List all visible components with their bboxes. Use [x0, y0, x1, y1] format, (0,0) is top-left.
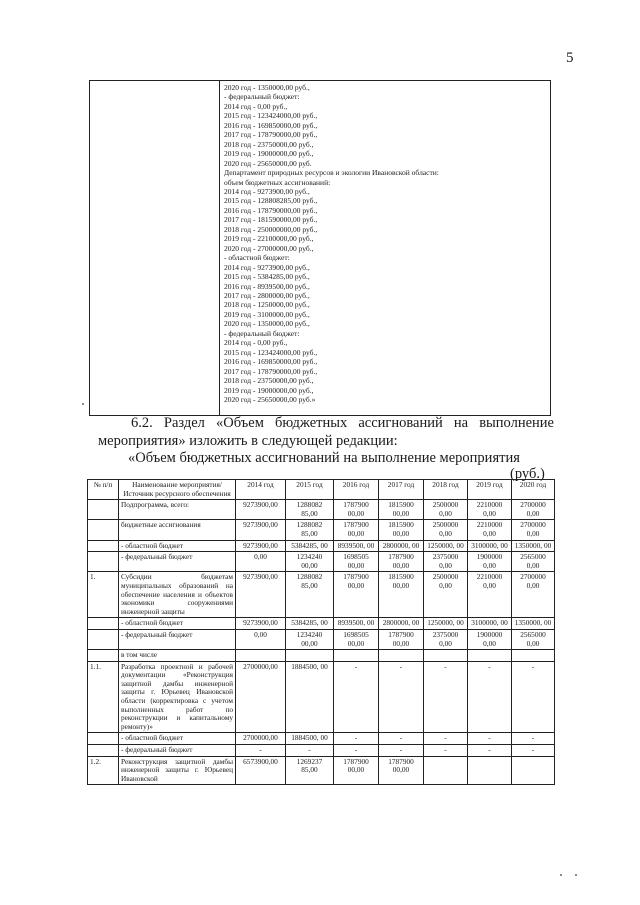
table-row — [88, 629, 555, 649]
row-name: - областной бюджет — [119, 540, 236, 552]
continuation-line: 2015 год - 5384285,00 руб., — [224, 272, 310, 282]
value-cell: 1787900 00,00 — [334, 500, 379, 520]
value-cell: 1234240 00,00 — [286, 629, 334, 649]
value-cell: 1815900 00,00 — [379, 572, 424, 618]
value-cell: - — [512, 733, 555, 745]
value-cell: - — [424, 745, 468, 757]
value-cell: 0,00 — [236, 552, 286, 572]
value-cell: 1350000, 00 — [512, 540, 555, 552]
value-cell: - — [512, 745, 555, 757]
continuation-cell — [224, 83, 544, 404]
table-row — [88, 756, 555, 785]
table-header-row — [88, 480, 555, 500]
value-cell: - — [379, 661, 424, 733]
value-cell — [379, 650, 424, 662]
value-cell: 1250000, 00 — [424, 540, 468, 552]
row-number: 1.1. — [88, 661, 119, 733]
value-cell: 2500000 0,00 — [424, 500, 468, 520]
row-number: 1.2. — [88, 756, 119, 785]
value-cell: 1698505 00,00 — [334, 552, 379, 572]
column-header: 2018 год — [424, 480, 468, 500]
value-cell: 9273900,00 — [236, 618, 286, 630]
value-cell: 1815900 00,00 — [379, 520, 424, 540]
row-number: 1. — [88, 572, 119, 618]
value-cell — [424, 650, 468, 662]
value-cell: 1350000, 00 — [512, 618, 555, 630]
row-name: Субсидии бюджетам муниципальных образований на обеспечение населения и объектов экономики сооружениями инженерной защиты — [119, 572, 236, 618]
scan-speck — [82, 403, 84, 405]
value-cell: 2700000,00 — [236, 733, 286, 745]
value-cell: 2565000 0,00 — [512, 552, 555, 572]
value-cell: 1288082 85,00 — [286, 500, 334, 520]
continuation-line: 2020 год - 25650000,00 руб. — [224, 158, 312, 168]
column-header: 2017 год — [379, 480, 424, 500]
value-cell: 1884500, 00 — [286, 661, 334, 733]
value-cell: 1787900 00,00 — [379, 552, 424, 572]
row-number — [88, 552, 119, 572]
value-cell: 6573900,00 — [236, 756, 286, 785]
value-cell: 2210000 0,00 — [468, 572, 512, 618]
continuation-line: 2020 год - 25650000,00 руб.» — [224, 394, 316, 404]
table-row — [88, 661, 555, 733]
value-cell: 2800000, 00 — [379, 618, 424, 630]
continuation-line: 2015 год - 128808285,00 руб., — [224, 196, 318, 206]
value-cell: - — [334, 745, 379, 757]
continuation-line: 2020 год - 27000000,00 руб., — [224, 243, 314, 253]
column-header: Наименование мероприятия/Источник ресурсного обеспечения — [119, 480, 236, 500]
value-cell: 2800000, 00 — [379, 540, 424, 552]
value-cell: - — [424, 733, 468, 745]
value-cell: 1884500, 00 — [286, 733, 334, 745]
row-number — [88, 520, 119, 540]
value-cell — [424, 756, 468, 785]
continuation-line: объем бюджетных ассигнований: — [224, 177, 331, 187]
value-cell: 1900000 0,00 — [468, 629, 512, 649]
value-cell: 1787900 00,00 — [334, 572, 379, 618]
continuation-line: 2015 год - 123424000,00 руб., — [224, 111, 318, 121]
scan-speck — [575, 874, 577, 876]
value-cell: 1234240 00,00 — [286, 552, 334, 572]
value-cell: - — [379, 745, 424, 757]
section-paragraph — [98, 414, 554, 450]
value-cell: - — [379, 733, 424, 745]
value-cell: - — [468, 733, 512, 745]
table-row — [88, 552, 555, 572]
section-line-1: 6.2. Раздел «Объем бюджетных ассигнований на выполнение — [131, 415, 554, 431]
table-row — [88, 572, 555, 618]
table-title: «Объем бюджетных ассигнований на выполнение мероприятия — [128, 450, 520, 466]
value-cell: 8939500, 00 — [334, 618, 379, 630]
value-cell: 3100000, 00 — [468, 540, 512, 552]
value-cell: - — [334, 733, 379, 745]
row-name: бюджетные ассигнования — [119, 520, 236, 540]
value-cell: 1787900 00,00 — [379, 629, 424, 649]
continuation-line: 2014 год - 9273900,00 руб., — [224, 186, 310, 196]
row-number — [88, 540, 119, 552]
column-header: 2019 год — [468, 480, 512, 500]
continuation-line: 2016 год - 178790000,00 руб., — [224, 205, 318, 215]
column-header: 2015 год — [286, 480, 334, 500]
continuation-line: 2019 год - 19000000,00 руб., — [224, 385, 314, 395]
table-row — [88, 618, 555, 630]
value-cell — [286, 650, 334, 662]
row-name: - федеральный бюджет — [119, 745, 236, 757]
value-cell: 2700000 0,00 — [512, 572, 555, 618]
column-divider — [219, 81, 220, 415]
unit-label: (руб.) — [510, 466, 545, 482]
value-cell: - — [236, 745, 286, 757]
row-number — [88, 629, 119, 649]
value-cell: - — [286, 745, 334, 757]
value-cell: 2700000 0,00 — [512, 500, 555, 520]
continuation-line: 2020 год - 1350000,00 руб., — [224, 319, 310, 329]
value-cell — [512, 650, 555, 662]
value-cell: 1250000, 00 — [424, 618, 468, 630]
value-cell: 1787900 00,00 — [334, 520, 379, 540]
continuation-line: 2015 год - 123424000,00 руб., — [224, 347, 318, 357]
value-cell: 9273900,00 — [236, 540, 286, 552]
continuation-line: 2019 год - 3100000,00 руб., — [224, 309, 310, 319]
page-number: 5 — [566, 50, 574, 66]
value-cell: 0,00 — [236, 629, 286, 649]
value-cell: 2210000 0,00 — [468, 520, 512, 540]
continuation-line: 2019 год - 19000000,00 руб., — [224, 149, 314, 159]
value-cell: - — [468, 745, 512, 757]
row-name: в том числе — [119, 650, 236, 662]
row-name: - областной бюджет — [119, 733, 236, 745]
row-name: Реконструкция защитной дамбы инженерной защиты г. Юрьевец Ивановской — [119, 756, 236, 785]
continuation-line: 2020 год - 1350000,00 руб., — [224, 83, 310, 92]
value-cell — [468, 756, 512, 785]
row-name: - федеральный бюджет — [119, 629, 236, 649]
column-header: № п/п — [88, 480, 119, 500]
row-name: Подпрограмма, всего: — [119, 500, 236, 520]
continuation-table — [89, 80, 551, 416]
value-cell — [236, 650, 286, 662]
scan-speck — [560, 874, 562, 876]
row-number — [88, 618, 119, 630]
value-cell: 1288082 85,00 — [286, 572, 334, 618]
value-cell: 1787900 00,00 — [334, 756, 379, 785]
value-cell: 2500000 0,00 — [424, 520, 468, 540]
continuation-line: 2019 год - 22100000,00 руб., — [224, 234, 314, 244]
row-name: - областной бюджет — [119, 618, 236, 630]
row-name: - федеральный бюджет — [119, 552, 236, 572]
continuation-line: 2018 год - 23750000,00 руб., — [224, 376, 314, 386]
column-header: 2016 год — [334, 480, 379, 500]
value-cell: - — [468, 661, 512, 733]
continuation-line: 2016 год - 8939500,00 руб., — [224, 281, 310, 291]
continuation-line: 2014 год - 9273900,00 руб., — [224, 262, 310, 272]
value-cell: 9273900,00 — [236, 500, 286, 520]
value-cell: 1288082 85,00 — [286, 520, 334, 540]
table-row — [88, 733, 555, 745]
column-header: 2020 год — [512, 480, 555, 500]
value-cell: 2375000 0,00 — [424, 629, 468, 649]
value-cell: 5384285, 00 — [286, 540, 334, 552]
continuation-line: - федеральный бюджет: — [224, 92, 300, 102]
value-cell: 8939500, 00 — [334, 540, 379, 552]
row-number — [88, 733, 119, 745]
value-cell: 2500000 0,00 — [424, 572, 468, 618]
value-cell: 1269237 85,00 — [286, 756, 334, 785]
value-cell: 2700000 0,00 — [512, 520, 555, 540]
value-cell: 1815900 00,00 — [379, 500, 424, 520]
continuation-line: 2017 год - 2800000,00 руб., — [224, 290, 310, 300]
continuation-line: 2018 год - 1250000,00 руб., — [224, 300, 310, 310]
value-cell: 1787900 00,00 — [379, 756, 424, 785]
row-number — [88, 650, 119, 662]
continuation-line: 2017 год - 178790000,00 руб., — [224, 130, 318, 140]
table-row — [88, 540, 555, 552]
continuation-line: 2016 год - 169850000,00 руб., — [224, 357, 318, 367]
continuation-line: - федеральный бюджет: — [224, 328, 300, 338]
value-cell: 3100000, 00 — [468, 618, 512, 630]
table-row — [88, 520, 555, 540]
value-cell — [512, 756, 555, 785]
value-cell: - — [334, 661, 379, 733]
value-cell: 5384285, 00 — [286, 618, 334, 630]
continuation-line: 2014 год - 0,00 руб., — [224, 338, 288, 348]
value-cell: 1900000 0,00 — [468, 552, 512, 572]
row-number — [88, 500, 119, 520]
continuation-line: 2017 год - 178790000,00 руб., — [224, 366, 318, 376]
continuation-line: 2016 год - 169850000,00 руб., — [224, 120, 318, 130]
value-cell: 1698505 00,00 — [334, 629, 379, 649]
value-cell: 2565000 0,00 — [512, 629, 555, 649]
table-row — [88, 500, 555, 520]
table-row — [88, 650, 555, 662]
continuation-line: Департамент природных ресурсов и экологии Ивановской области: — [224, 168, 439, 178]
value-cell: 2210000 0,00 — [468, 500, 512, 520]
continuation-line: 2018 год - 250000000,00 руб., — [224, 224, 318, 234]
value-cell: - — [512, 661, 555, 733]
value-cell: 9273900,00 — [236, 572, 286, 618]
row-name: Разработка проектной и рабочей документации «Реконструкция защитной дамбы инженерной защиты г. Юрьевец Ивановской области (корректировка с учетом выполненных работ по реконструкции и капитальному ремонту)» — [119, 661, 236, 733]
continuation-line: 2014 год - 0,00 руб., — [224, 101, 288, 111]
budget-table — [87, 479, 555, 785]
section-line-2: мероприятия» изложить в следующей редакции: — [98, 433, 398, 449]
continuation-line: - областной бюджет: — [224, 253, 290, 263]
row-number — [88, 745, 119, 757]
value-cell — [468, 650, 512, 662]
value-cell — [334, 650, 379, 662]
column-header: 2014 год — [236, 480, 286, 500]
continuation-line: 2018 год - 23750000,00 руб., — [224, 139, 314, 149]
value-cell: 2375000 0,00 — [424, 552, 468, 572]
table-body — [88, 500, 555, 785]
value-cell: 2700000,00 — [236, 661, 286, 733]
value-cell: - — [424, 661, 468, 733]
table-row — [88, 745, 555, 757]
continuation-line: 2017 год - 181590000,00 руб., — [224, 215, 318, 225]
value-cell: 9273900,00 — [236, 520, 286, 540]
